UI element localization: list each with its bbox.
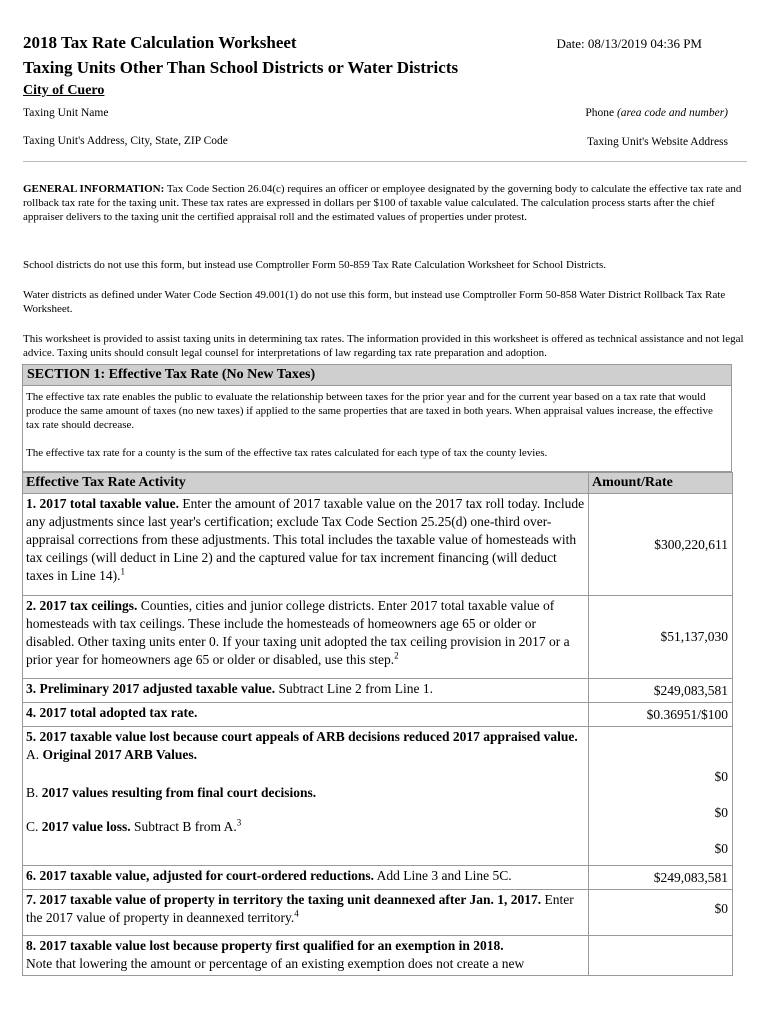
line5c-text: Subtract B from A. [130,819,237,834]
phone-hint: (area code and number) [616,107,728,119]
address-label: Taxing Unit's Address, City, State, ZIP Code [23,135,228,147]
line6-description [23,866,589,890]
line5c-prefix: C. [26,819,42,834]
line5c-amount: $0 [714,841,728,856]
line4-amount: $0.36951/$100 [589,703,733,727]
line7-text: Enter the 2017 value of property in deannexed territory. [26,892,574,925]
section1-intro [22,386,732,472]
line8-text: Note that lowering the amount or percentage of an existing exemption does not create a new [26,956,525,971]
line3-description [23,679,589,703]
disclaimer-note: This worksheet is provided to assist taxing units in determining tax rates. The information provided in this worksheet is offered as technical assistance and not legal advice. Taxing units should consult legal counsel for interpretations of law regarding tax rate preparation and adoption. [23,333,744,359]
general-info-lead: GENERAL INFORMATION: [23,183,165,195]
line7-amount: $0 [589,890,733,936]
line2-description [23,596,589,679]
line6-amount: $249,083,581 [589,866,733,890]
line6-title: 6. 2017 taxable value, adjusted for court-ordered reductions. [26,868,374,883]
section1-title: SECTION 1: Effective Tax Rate (No New Taxes) [22,364,732,386]
line4-description [23,703,589,727]
table-row [23,890,733,936]
line1-amount: $300,220,611 [589,494,733,596]
table-row [23,596,733,679]
line5b-prefix: B. [26,785,42,800]
unit-name-label: Taxing Unit Name [23,107,109,119]
header-divider [23,161,747,162]
line5c-title: 2017 value loss. [41,819,131,834]
line4-title: 4. 2017 total adopted tax rate. [26,705,198,720]
footnote-ref: 1 [120,566,125,577]
line3-amount: $249,083,581 [589,679,733,703]
footnote-ref: 4 [294,908,299,919]
worksheet-subtitle: Taxing Units Other Than School Districts or Water Districts [23,58,459,77]
line6-text: Add Line 3 and Line 5C. [373,868,512,883]
line5-description [23,727,589,866]
section1-intro-text: The effective tax rate enables the public to evaluate the relationship between taxes for the prior year and for the current year based on a tax rate that would produce the same amount of taxes (no new taxes) if applied to the same properties that are taxed in both years. When appraisal values increase, the effective tax rate should decrease. [26,391,713,431]
line5b-title: 2017 values resulting from final court decisions. [41,785,317,800]
line7-description [23,890,589,936]
section1-county-note: The effective tax rate for a county is the sum of the effective tax rates calculated for each type of tax the county levies. [26,447,548,459]
line2-amount: $51,137,030 [589,596,733,679]
line5a-prefix: A. [26,747,43,762]
general-info-text: Tax Code Section 26.04(c) requires an officer or employee designated by the governing body to calculate the effective tax rate and rollback tax rate for the taxing unit. These tax rates are expressed in dollars per $100 of taxable value calculated. The calculation process starts after the chief appraiser delivers to the taxing unit the certified appraisal roll and the estimated values of properties under protest. [23,183,742,223]
line1-text: Enter the amount of 2017 taxable value on the 2017 tax roll today. Include any adjustments since last year's certification; exclude Tax Code Section 25.25(d) one-third over-appraisal corrections from these adjustments. This total includes the taxable value of homesteads with tax ceilings (will deduct in Line 2) and the captured value for tax increment financing (will deduct taxes in Line 14). [26,496,585,583]
line5b-amount: $0 [714,805,728,820]
line3-text: Subtract Line 2 from Line 1. [275,681,433,696]
line5a-title: Original 2017 ARB Values. [42,747,198,762]
line5-title: 5. 2017 taxable value lost because court appeals of ARB decisions reduced 2017 appraised value. [26,729,578,744]
table-row [23,494,733,596]
footnote-ref: 2 [394,650,399,661]
table-row [23,936,733,976]
line2-text: Counties, cities and junior college districts. Enter 2017 total taxable value of homesteads with tax ceilings. These include the homesteads of homeowners age 65 or older or disabled. Other taxing units enter 0. If your taxing unit adopted the tax ceiling provision in 2017 or a prior year for homeowners age 65 or older or disabled, use this step. [26,598,570,667]
line8-title: 8. 2017 taxable value lost because property first qualified for an exemption in 2018. [26,938,504,953]
phone-label-text: Phone [585,107,615,119]
line1-description [23,494,589,596]
footnote-ref: 3 [236,817,242,828]
line5-amounts [589,727,733,866]
worksheet-title: 2018 Tax Rate Calculation Worksheet [23,33,297,52]
line5b-description [26,784,585,802]
table-row [23,727,733,866]
table-header-row [23,473,733,494]
table-row [23,703,733,727]
taxing-unit-name: City of Cuero [23,83,105,98]
line1-title: 1. 2017 total taxable value. [26,496,179,511]
water-districts-note: Water districts as defined under Water Code Section 49.001(1) do not use this form, but instead use Comptroller Form 50-858 Water District Rollback Tax Rate Worksheet. [23,289,726,315]
general-info-paragraph [23,182,745,224]
phone-label [585,107,728,119]
activity-column-header: Effective Tax Rate Activity [23,473,589,494]
line2-title: 2. 2017 tax ceilings. [26,598,138,613]
website-label: Taxing Unit's Website Address [587,136,728,148]
date-stamp: Date: 08/13/2019 04:36 PM [556,36,702,51]
line5a-amount: $0 [714,769,728,784]
line8-description [23,936,589,976]
amount-column-header: Amount/Rate [589,473,733,494]
school-districts-note: School districts do not use this form, but instead use Comptroller Form 50-859 Tax Rate Calculation Worksheet for School Districts. [23,259,607,271]
line7-title: 7. 2017 taxable value of property in territory the taxing unit deannexed after Jan. 1, 2017. [26,892,542,907]
line8-amount [589,936,733,976]
line3-title: 3. Preliminary 2017 adjusted taxable value. [26,681,276,696]
table-row [23,866,733,890]
effective-rate-table [22,472,732,976]
line5c-description [26,818,585,836]
table-row [23,679,733,703]
